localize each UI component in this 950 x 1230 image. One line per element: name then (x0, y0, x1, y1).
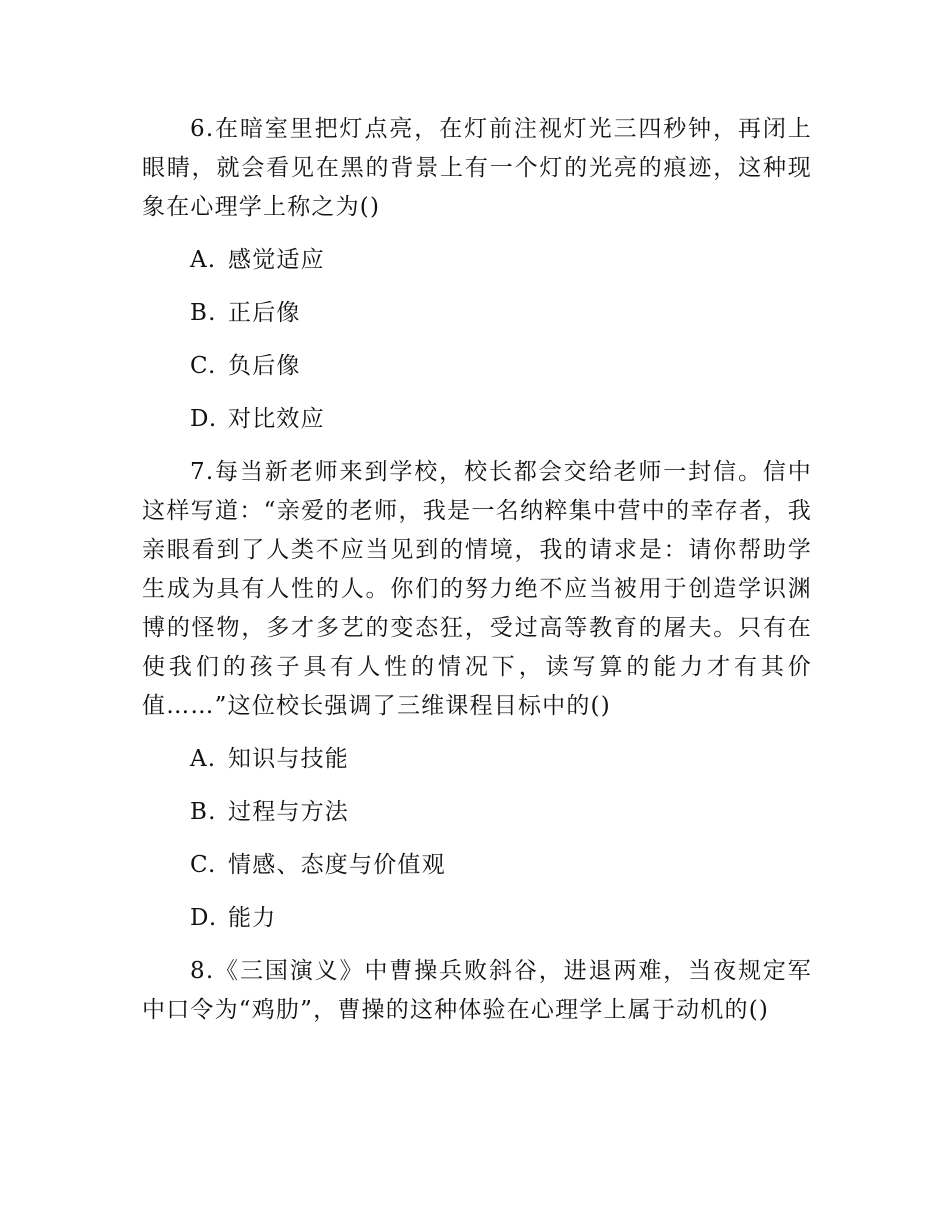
option-letter: C. (190, 852, 217, 878)
option-letter: B. (190, 799, 217, 825)
option-a (142, 241, 812, 280)
option-text: 对比效应 (228, 406, 325, 432)
option-letter: D. (190, 406, 218, 432)
option-b (142, 793, 812, 832)
question-stem: 7.每当新老师来到学校，校长都会交给老师一封信。信中这样写道：“亲爱的老师，我是一名纳粹集中营中的幸存者，我亲眼看到了人类不应当见到的情境，我的请求是：请你帮助学生成为具有人性的人。你们的努力绝不应当被用于创造学识渊博的怪物，多才多艺的变态狂，受过高等教育的屠夫。只有在使我们的孩子具有人性的情况下，读写算的能力才有其价值……”这位校长强调了三维课程目标中的() (142, 459, 812, 719)
option-text: 情感、态度与价值观 (228, 852, 446, 878)
option-letter: C. (190, 353, 217, 379)
option-text: 负后像 (228, 353, 301, 379)
option-text: 知识与技能 (228, 746, 349, 772)
question-7 (142, 453, 812, 938)
option-d (142, 899, 812, 938)
option-c (142, 347, 812, 386)
option-letter: B. (190, 300, 217, 326)
question-stem: 8.《三国演义》中曹操兵败斜谷，进退两难，当夜规定军中口令为“鸡肋”，曹操的这种体验在心理学上属于动机的() (142, 958, 812, 1023)
option-text: 正后像 (228, 300, 301, 326)
option-d (142, 400, 812, 439)
option-a (142, 740, 812, 779)
option-letter: A. (190, 746, 217, 772)
question-6 (142, 110, 812, 439)
option-text: 过程与方法 (228, 799, 349, 825)
option-text: 感觉适应 (228, 247, 325, 273)
option-b (142, 294, 812, 333)
question-stem: 6.在暗室里把灯点亮，在灯前注视灯光三四秒钟，再闭上眼睛，就会看见在黑的背景上有一个灯的光亮的痕迹，这种现象在心理学上称之为() (142, 116, 812, 220)
question-8 (142, 952, 812, 1030)
option-c (142, 846, 812, 885)
option-text: 能力 (228, 905, 277, 931)
option-letter: D. (190, 905, 218, 931)
document-page (142, 110, 812, 1044)
option-letter: A. (190, 247, 217, 273)
